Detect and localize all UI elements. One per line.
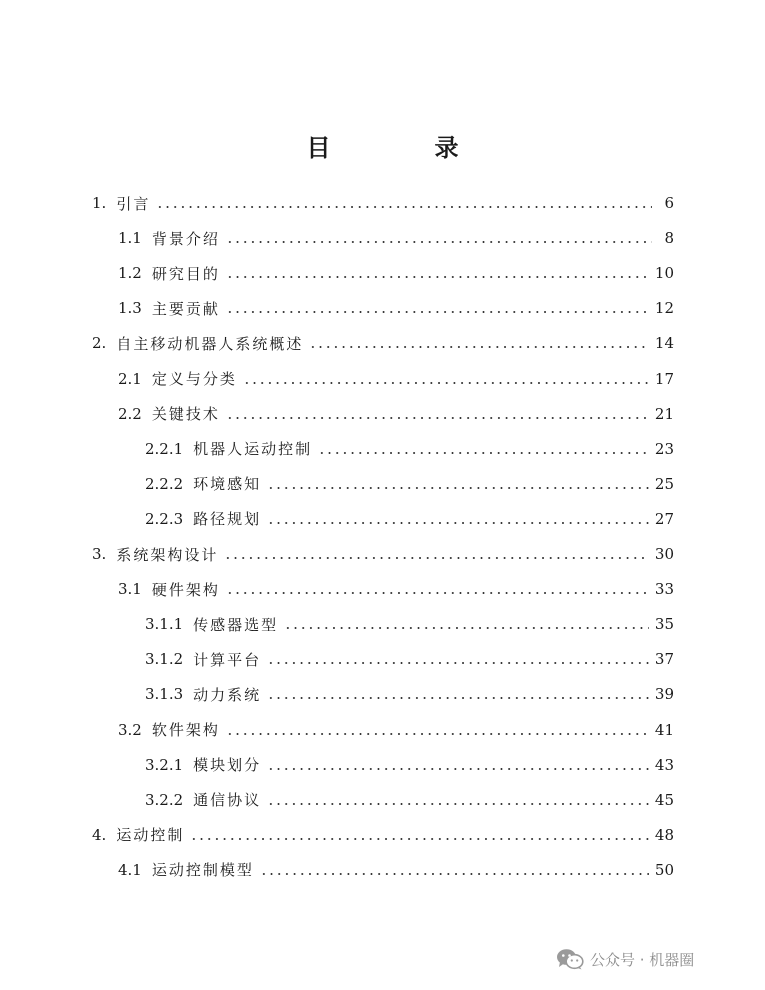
toc-entry[interactable]: [118, 293, 674, 323]
toc-entry-number: 1.1: [118, 229, 142, 248]
toc-entry-page: 17: [654, 369, 674, 388]
toc-entry-title: 软件架构: [151, 721, 220, 739]
toc-entry-number: 1.3: [118, 299, 142, 318]
toc-entry-page: 12: [654, 299, 674, 318]
toc-dot-leader: [243, 382, 649, 384]
toc-entry-number: 2.: [92, 334, 107, 353]
toc-entry-number: 3.2.2: [145, 790, 184, 809]
watermark: [556, 946, 694, 972]
toc-entry-number: 2.2: [118, 404, 142, 423]
toc-entry[interactable]: [118, 399, 674, 429]
toc-entry-number: 4.1: [118, 860, 142, 879]
toc-entry-number: 3.1.1: [145, 615, 184, 634]
toc-entry-page: 41: [654, 720, 674, 739]
toc-dot-leader: [267, 487, 649, 489]
toc-dot-leader: [156, 206, 652, 208]
toc-entry-page: 14: [654, 334, 674, 353]
toc-entry-page: 10: [654, 264, 674, 283]
toc-entry-title: 路径规划: [193, 510, 262, 529]
toc-dot-leader: [226, 417, 649, 419]
toc-entry-number: 3.1.3: [145, 685, 184, 704]
toc-entry-title: 运动控制模型: [151, 861, 254, 880]
toc-entry[interactable]: [145, 785, 674, 815]
toc-entry-title: 模块划分: [193, 756, 262, 775]
toc-dot-leader: [226, 592, 649, 594]
toc-entry-title: 关键技术: [151, 405, 220, 424]
toc-entry[interactable]: [145, 504, 674, 534]
toc-entry-number: 4.: [92, 825, 107, 844]
toc-entry-title: 主要贡献: [151, 299, 220, 318]
toc-dot-leader: [267, 697, 649, 699]
toc-entry-page: 33: [654, 580, 674, 599]
toc-entry[interactable]: [118, 574, 674, 604]
toc-entry-number: 3.1.2: [145, 650, 184, 669]
toc-entry-page: 6: [664, 194, 674, 212]
toc-entry-title: 计算平台: [193, 650, 262, 669]
toc-entry-page: 37: [654, 650, 674, 669]
toc-entry-page: 30: [654, 545, 674, 563]
toc-entry-number: 2.2.2: [145, 474, 184, 493]
toc-entry-page: 25: [654, 474, 674, 493]
toc-entry-page: 8: [664, 229, 674, 248]
wechat-icon: [556, 948, 584, 970]
toc-dot-leader: [226, 241, 652, 243]
toc-entry[interactable]: [92, 539, 674, 569]
toc-entry-title: 传感器选型: [193, 615, 279, 634]
toc-entry[interactable]: [145, 469, 674, 499]
toc-entry-title: 引言: [116, 194, 151, 213]
toc-entry-title: 自主移动机器人系统概述: [116, 334, 304, 353]
toc-dot-leader: [284, 627, 649, 629]
toc-dot-leader: [190, 838, 649, 840]
toc-entry-page: 27: [654, 509, 674, 528]
toc-dot-leader: [318, 452, 649, 454]
toc-entry-page: 35: [654, 615, 674, 634]
toc-dot-leader: [226, 311, 649, 313]
toc-entry-number: 3.2: [118, 720, 142, 739]
toc-entry-title: 系统架构设计: [116, 545, 219, 564]
toc-entry-number: 2.2.3: [145, 509, 184, 528]
toc-entry-page: 43: [654, 755, 674, 774]
toc-entry-number: 3.2.1: [145, 755, 184, 774]
toc-entry-page: 50: [654, 860, 674, 879]
toc-entry-number: 2.1: [118, 369, 142, 388]
toc-entry-number: 1.2: [118, 264, 142, 283]
toc-entry[interactable]: [118, 855, 674, 885]
toc-entry-title: 定义与分类: [151, 370, 237, 388]
toc-entry[interactable]: [92, 328, 674, 358]
toc-entry[interactable]: [145, 750, 674, 780]
toc-dot-leader: [226, 276, 649, 278]
toc-entry-title: 动力系统: [193, 685, 262, 704]
toc-dot-leader: [224, 557, 649, 559]
toc-dot-leader: [267, 768, 649, 770]
toc-entry-page: 23: [654, 439, 674, 458]
toc-entry-title: 硬件架构: [151, 580, 220, 599]
toc-dot-leader: [260, 873, 649, 875]
toc-entry-title: 背景介绍: [151, 229, 220, 248]
toc-entry[interactable]: [92, 820, 674, 850]
toc-entry-page: 45: [654, 790, 674, 809]
toc-entry[interactable]: [92, 188, 674, 218]
toc-dot-leader: [267, 522, 649, 524]
toc-entry[interactable]: [118, 715, 674, 745]
toc-dot-leader: [267, 803, 649, 805]
toc-entry-number: 3.: [92, 545, 107, 563]
toc-entry-number: 3.1: [118, 580, 142, 599]
toc-entry[interactable]: [118, 258, 674, 288]
toc-entry-number: 2.2.1: [145, 439, 184, 458]
page-title: 目 录: [306, 134, 499, 163]
toc-entry[interactable]: [118, 364, 674, 394]
toc-entry-page: 48: [654, 825, 674, 844]
toc-entry-number: 1.: [92, 194, 107, 212]
toc-entry-page: 39: [654, 685, 674, 704]
toc-entry-page: 21: [654, 404, 674, 423]
toc-entry[interactable]: [145, 679, 674, 709]
toc-entry[interactable]: [145, 644, 674, 674]
toc-dot-leader: [267, 662, 649, 664]
toc-entry-title: 通信协议: [193, 791, 262, 810]
watermark-text: 公众号 · 机器圈: [590, 950, 695, 969]
toc-entry-title: 环境感知: [193, 475, 262, 494]
toc-dot-leader: [309, 346, 649, 348]
toc-entry-title: 运动控制: [116, 826, 185, 845]
toc-entry[interactable]: [145, 609, 674, 639]
toc-entry[interactable]: [145, 434, 674, 464]
toc-entry-title: 机器人运动控制: [193, 440, 313, 459]
toc-entry-title: 研究目的: [151, 264, 220, 283]
toc-entry[interactable]: [118, 223, 674, 253]
toc-dot-leader: [226, 733, 649, 735]
